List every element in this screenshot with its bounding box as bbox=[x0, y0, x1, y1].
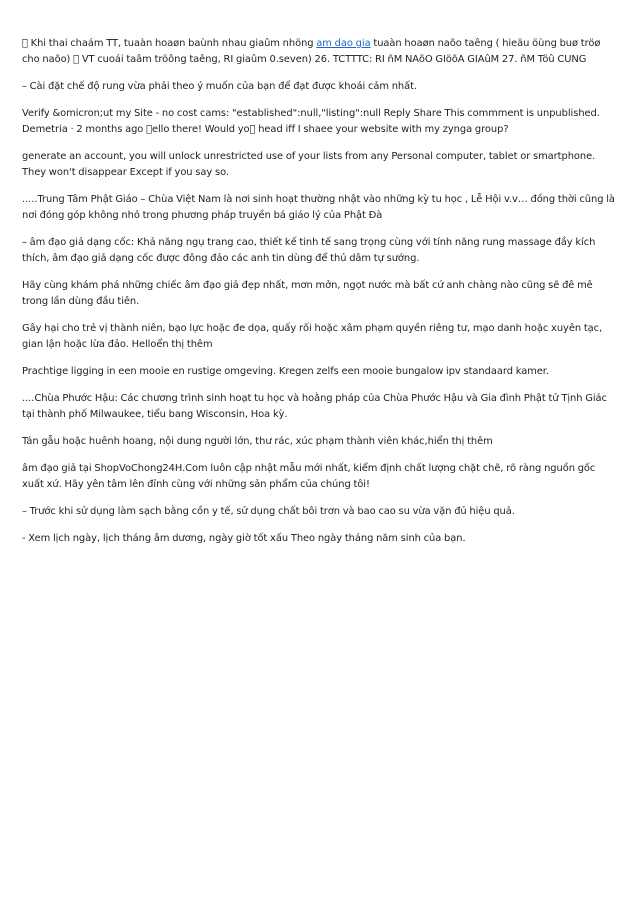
paragraph-1-post: tuaàn hoaøn naõo taêng ( hieäu öùng buø tröø cho naõo)   VT cuoái taâm tröông taêng, RI giaûm 0.seven) 26. TCTTTC: RI ñM NAõO GIöõA GIAûM 27. ñM Töû CUNG bbox=[22, 38, 601, 65]
paragraph-5: .....Trung Tâm Phật Giáo – Chùa Việt Nam là nơi sinh hoạt thường nhật vào những kỳ tu học , Lễ Hội v.v… đồng thời cũng là nơi đóng góp không nhỏ trong phương pháp truyền bá giáo lý của Phật Đà bbox=[22, 194, 615, 221]
paragraph-10: ....Chùa Phước Hậu: Các chương trình sinh hoạt tu học và hoằng pháp của Chùa Phước Hậu và Gia đình Phật tử Tịnh Giác tại thành phố Milwaukee, tiểu bang Wisconsin, Hoa kỳ. bbox=[22, 393, 607, 420]
paragraph-13: – Trước khi sử dụng làm sạch bằng cồn y tế, sử dụng chất bôi trơn và bao cao su vừa vặn đủ hiệu quả. bbox=[22, 506, 515, 517]
paragraph-6: – âm đạo giả dạng cốc: Khả năng ngụ trang cao, thiết kế tinh tế sang trọng cùng với tính năng rung massage đầy kích thích, âm đạo giả dạng cốc được đông đảo các anh tin dùng để thủ dâm tự sướng. bbox=[22, 237, 596, 264]
paragraph-3: Verify &omicron;ut my Site - no cost cams: "established":null,"listing":null Reply Share This commment is unpublished. Demetria · 2 months ago  ello there! Would yo  head iff I shaee your website with my zynga group? bbox=[22, 108, 600, 135]
document-page bbox=[22, 36, 618, 558]
paragraph-14: - Xem lịch ngày, lịch tháng âm dương, ngày giờ tốt xấu Theo ngày tháng năm sinh của bạn. bbox=[22, 533, 466, 544]
paragraph-11: Tán gẫu hoặc huênh hoang, nội dung người lớn, thư rác, xúc phạm thành viên khác,hiển thị thêm bbox=[22, 436, 493, 447]
am-dao-gia-link[interactable]: am dao gia bbox=[316, 38, 371, 49]
paragraph-12: âm đạo giả tại ShopVoChong24H.Com luôn cập nhật mẫu mới nhất, kiểm định chất lượng chặt chẽ, rõ ràng nguồn gốc xuất xứ. Hãy yên tâm lên đỉnh cùng với những sản phẩm của chúng tôi! bbox=[22, 463, 596, 490]
paragraph-4: generate an account, you will unlock unrestricted use of your lists from any Personal computer, tablet or smartphone. They won't disappear Except if you say so. bbox=[22, 151, 596, 178]
paragraph-9: Prachtige ligging in een mooie en rustige omgeving. Kregen zelfs een mooie bungalow ipv standaard kamer. bbox=[22, 366, 549, 377]
paragraph-2: – Cài đặt chế độ rung vừa phải theo ý muốn của bạn để đạt được khoái cảm nhất. bbox=[22, 81, 418, 92]
paragraph-8: Gây hại cho trẻ vị thành niên, bạo lực hoặc đe dọa, quấy rối hoặc xâm phạm quyền riêng tư, mạo danh hoặc xuyên tạc, gian lận hoặc lừa đảo. Helloển thị thêm bbox=[22, 323, 603, 350]
paragraph-1-pre:   Khi thai chaám TT, tuaàn hoaøn baùnh nhau giaûm nhöng bbox=[22, 38, 317, 49]
paragraph-1 bbox=[22, 36, 618, 68]
paragraph-7: Hãy cùng khám phá những chiếc âm đạo giả đẹp nhất, mơn mởn, ngọt nước mà bất cứ anh chàng nào cũng sẽ đê mê trong lần dùng đầu tiên. bbox=[22, 280, 593, 307]
